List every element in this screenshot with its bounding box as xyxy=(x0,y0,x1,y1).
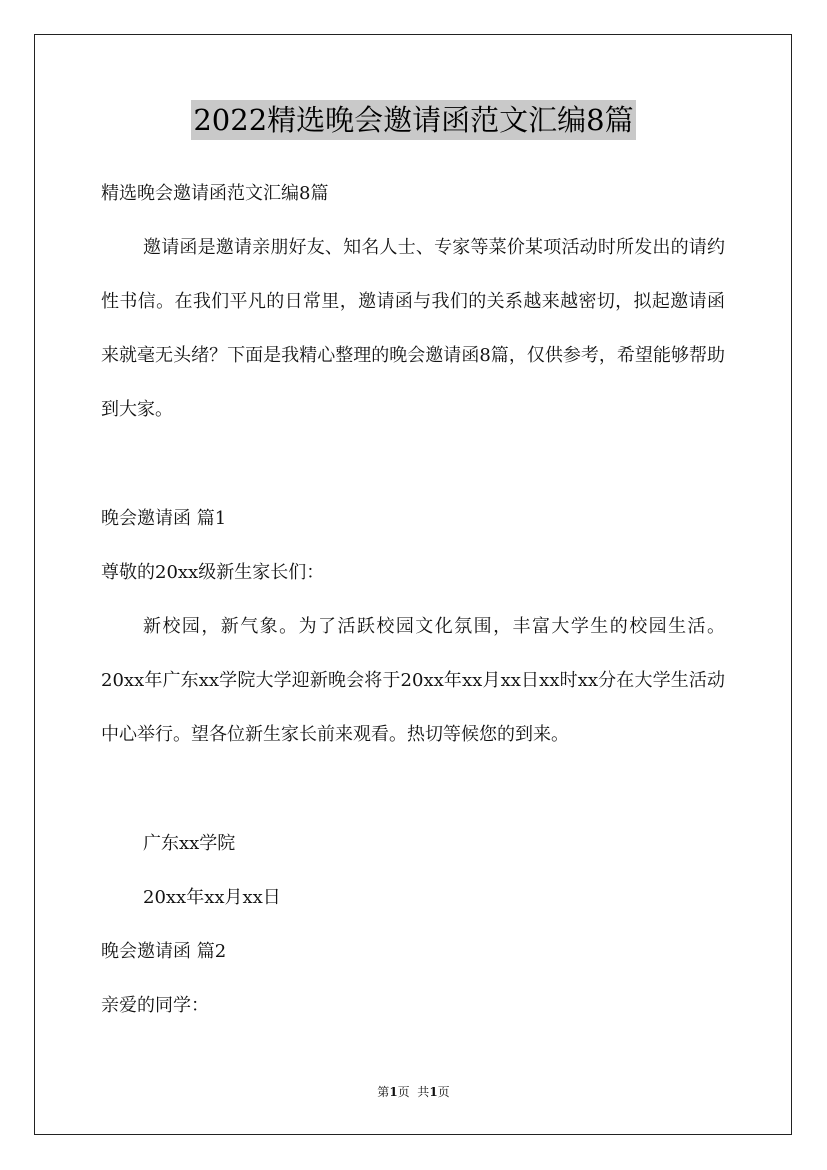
section-2-heading: 晚会邀请函 篇2 xyxy=(101,941,227,962)
footer-page-suffix: 页 xyxy=(437,1085,450,1099)
document-title: 2022精选晚会邀请函范文汇编8篇 xyxy=(191,100,635,140)
section-2-salutation: 亲爱的同学： xyxy=(101,995,209,1016)
intro-paragraph: 邀请函是邀请亲朋好友、知名人士、专家等菜价某项活动时所发出的请约性书信。在我们平凡的日常里，邀请函与我们的关系越来越密切，拟起邀请函来就毫无头绪？下面是我精心整理的晚会邀请函8篇，仅供参考，希望能够帮助到大家。 xyxy=(101,237,725,420)
footer-total-pages: 1 xyxy=(429,1085,438,1099)
page-footer xyxy=(0,1084,827,1100)
footer-page-prefix: 第 xyxy=(377,1085,390,1099)
section-1-signature: 广东xx学院 xyxy=(143,833,236,854)
section-1-heading: 晚会邀请函 篇1 xyxy=(101,508,227,529)
title-container xyxy=(0,100,827,140)
section-1-body: 新校园，新气象。为了活跃校园文化氛围，丰富大学生的校园生活。20xx年广东xx学院大学迎新晚会将于20xx年xx月xx日xx时xx分在大学生活动中心举行。望各位新生家长前来观看。热切等候您的到来。 xyxy=(101,616,725,745)
section-1-date: 20xx年xx月xx日 xyxy=(143,887,281,908)
subtitle: 精选晚会邀请函范文汇编8篇 xyxy=(101,183,329,204)
footer-page-mid: 页 共 xyxy=(397,1085,430,1099)
section-1-salutation: 尊敬的20xx级新生家长们： xyxy=(101,562,325,583)
footer-page-number: 1 xyxy=(389,1085,398,1099)
